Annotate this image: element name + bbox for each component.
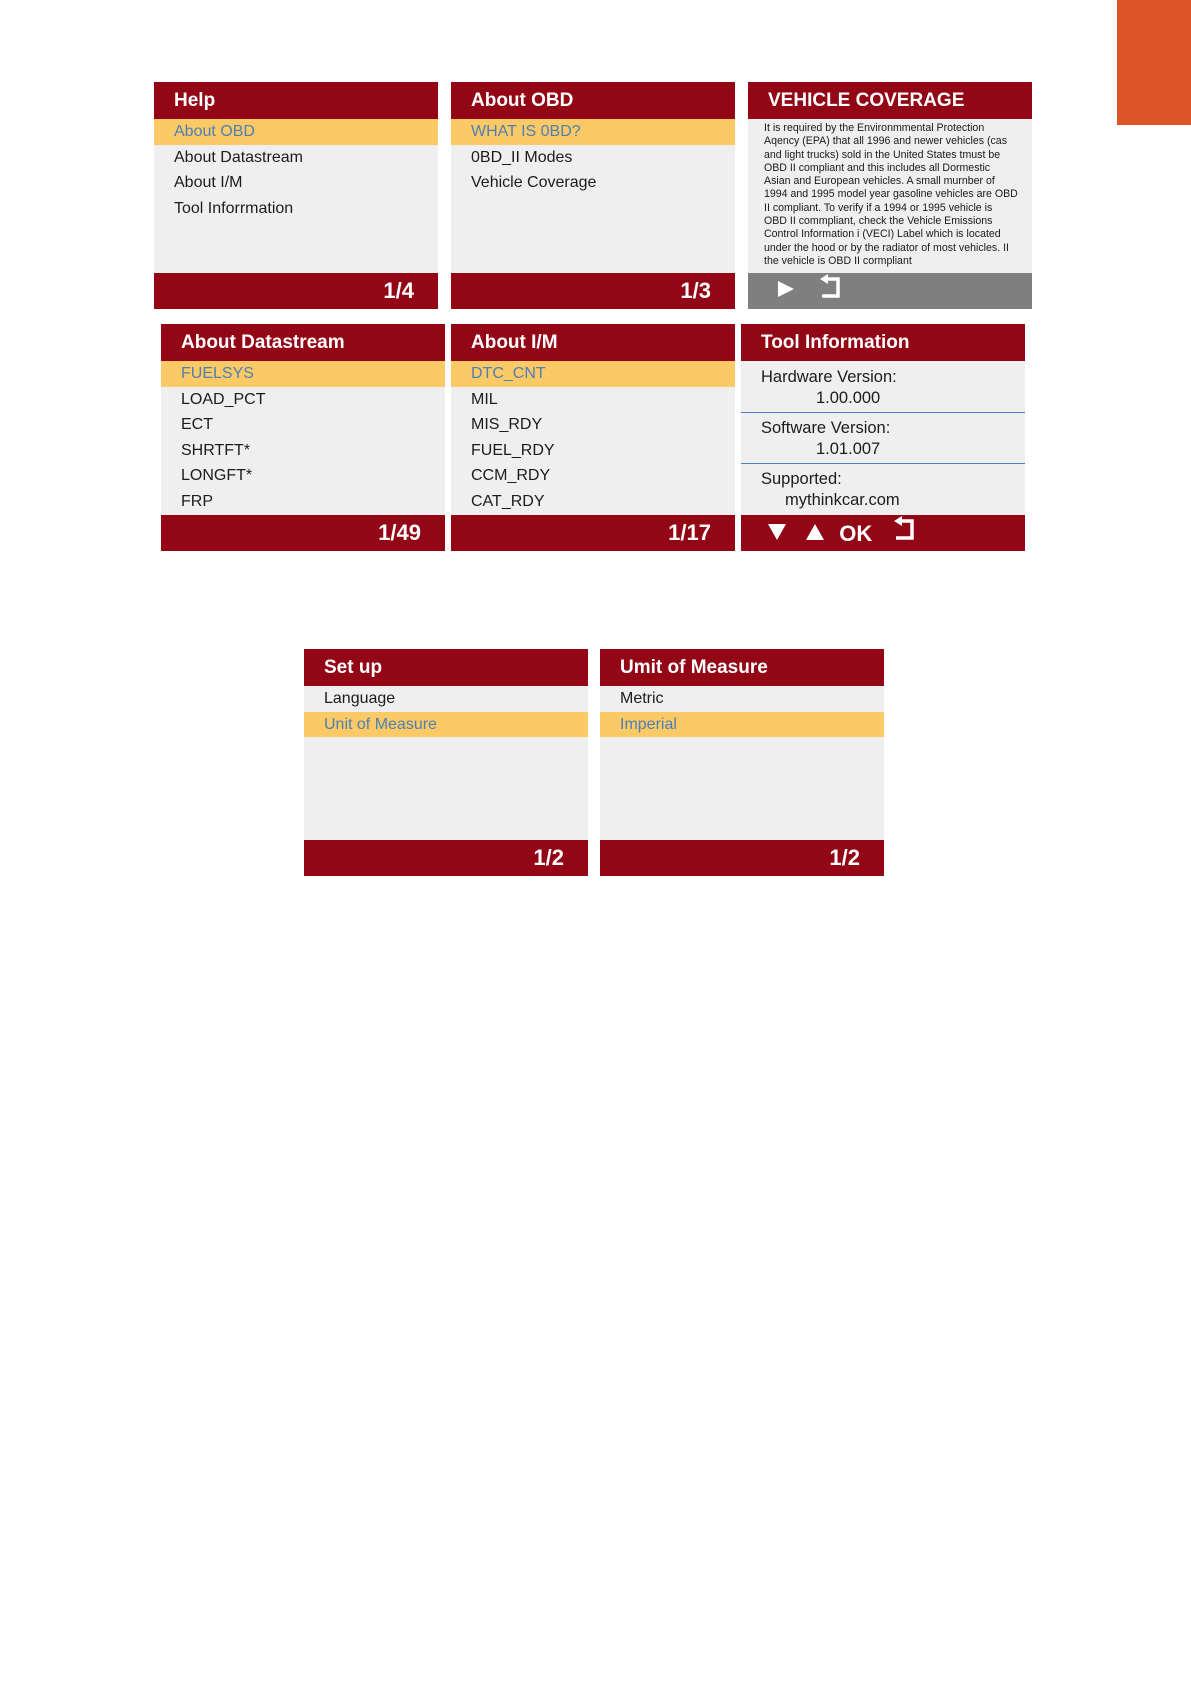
menu-item-language[interactable]: Language bbox=[324, 690, 396, 707]
return-icon[interactable] bbox=[818, 274, 844, 309]
info-list bbox=[741, 362, 1025, 515]
menu-item-dtc-cnt[interactable]: DTC_CNT bbox=[451, 361, 735, 387]
menu-item-metric[interactable]: Metric bbox=[620, 690, 664, 707]
supported-block bbox=[741, 464, 1025, 515]
arrow-down-icon[interactable] bbox=[767, 516, 787, 551]
supported-label: Supported: bbox=[761, 470, 842, 488]
menu-item-mil[interactable]: MIL bbox=[471, 390, 498, 408]
return-icon[interactable] bbox=[892, 516, 918, 551]
menu-item-what-is-obd[interactable]: WHAT IS 0BD? bbox=[451, 119, 735, 145]
unit-of-measure-screen bbox=[600, 649, 884, 876]
menu-item-load-pct[interactable]: LOAD_PCT bbox=[181, 390, 266, 408]
screen-title: VEHICLE COVERAGE bbox=[748, 82, 1032, 119]
nav-footer bbox=[741, 515, 1025, 551]
vehicle-coverage-screen bbox=[748, 82, 1032, 309]
screen-title: Tool Information bbox=[741, 324, 1025, 361]
menu-list bbox=[451, 119, 735, 196]
menu-item-obd-ii-modes[interactable]: 0BD_II Modes bbox=[471, 148, 573, 166]
menu-list bbox=[304, 686, 588, 737]
about-im-screen bbox=[451, 324, 735, 551]
menu-item-cat-rdy[interactable]: CAT_RDY bbox=[471, 492, 545, 510]
hardware-version-label: Hardware Version: bbox=[761, 368, 897, 386]
corner-tab bbox=[1117, 0, 1191, 125]
menu-item-fuelsys[interactable]: FUELSYS bbox=[161, 361, 445, 387]
menu-item-ccm-rdy[interactable]: CCM_RDY bbox=[471, 467, 551, 484]
menu-list bbox=[451, 361, 735, 514]
screen-title: Set up bbox=[304, 649, 588, 686]
ok-button[interactable]: OK bbox=[839, 521, 873, 547]
menu-item-longft[interactable]: LONGFT* bbox=[181, 467, 253, 484]
menu-item-fuel-rdy[interactable]: FUEL_RDY bbox=[471, 441, 555, 459]
menu-item-imperial[interactable]: Imperial bbox=[600, 712, 884, 738]
screen-title: Umit of Measure bbox=[600, 649, 884, 686]
screen-title: Help bbox=[154, 82, 438, 119]
screen-title: About OBD bbox=[451, 82, 735, 119]
arrow-up-icon[interactable] bbox=[805, 516, 825, 551]
menu-item-shrtft[interactable]: SHRTFT* bbox=[181, 441, 251, 459]
hardware-version-value: 1.00.000 bbox=[816, 389, 881, 407]
menu-list bbox=[161, 361, 445, 514]
menu-item-mis-rdy[interactable]: MIS_RDY bbox=[471, 416, 543, 433]
page-indicator: 1/2 bbox=[600, 840, 884, 876]
menu-item-about-obd[interactable]: About OBD bbox=[154, 119, 438, 145]
text-area bbox=[748, 119, 1032, 268]
menu-item-frp[interactable]: FRP bbox=[181, 492, 213, 510]
about-obd-screen bbox=[451, 82, 735, 309]
menu-item-unit-of-measure[interactable]: Unit of Measure bbox=[304, 712, 588, 738]
hardware-version-block bbox=[741, 362, 1025, 413]
menu-list bbox=[154, 119, 438, 221]
page-indicator: 1/2 bbox=[304, 840, 588, 876]
supported-value: mythinkcar.com bbox=[785, 491, 900, 509]
menu-list bbox=[600, 686, 884, 737]
help-screen bbox=[154, 82, 438, 309]
page-indicator: 1/3 bbox=[451, 273, 735, 309]
tool-information-screen bbox=[741, 324, 1025, 551]
page-indicator: 1/17 bbox=[451, 515, 735, 551]
screen-title: About Datastream bbox=[161, 324, 445, 361]
software-version-value: 1.01.007 bbox=[816, 440, 881, 458]
page-indicator: 1/49 bbox=[161, 515, 445, 551]
menu-item-ect[interactable]: ECT bbox=[181, 416, 213, 433]
menu-item-tool-information[interactable]: Tool Inforrmation bbox=[174, 199, 294, 217]
screen-title: About I/M bbox=[451, 324, 735, 361]
coverage-text: It is required by the Environmmental Protection Aqency (EPA) that all 1996 and newer vehicles (cas and light trucks) sold in the United States tmust be OBD II compliant and this includes all Dormestic Asian and European vehicles. A small murnber of 1994 and 1995 model year gasoline vehicles are OBD II compliant. To verify if a 1994 or 1995 vehicle is OBD II commpliant, check the Vehicle Emissions Control Information i (VECI) Label which is located under the hood or by the radiator of most vehicles. II the vehicle is OBD II cormpliant bbox=[764, 122, 1018, 267]
software-version-block bbox=[741, 413, 1025, 464]
menu-item-about-datastream[interactable]: About Datastream bbox=[174, 148, 303, 166]
nav-footer bbox=[748, 273, 1032, 309]
menu-item-vehicle-coverage[interactable]: Vehicle Coverage bbox=[471, 174, 597, 191]
software-version-label: Software Version: bbox=[761, 419, 891, 437]
play-icon[interactable] bbox=[776, 274, 796, 309]
page-indicator: 1/4 bbox=[154, 273, 438, 309]
about-datastream-screen bbox=[161, 324, 445, 551]
set-up-screen bbox=[304, 649, 588, 876]
menu-item-about-im[interactable]: About I/M bbox=[174, 174, 243, 191]
